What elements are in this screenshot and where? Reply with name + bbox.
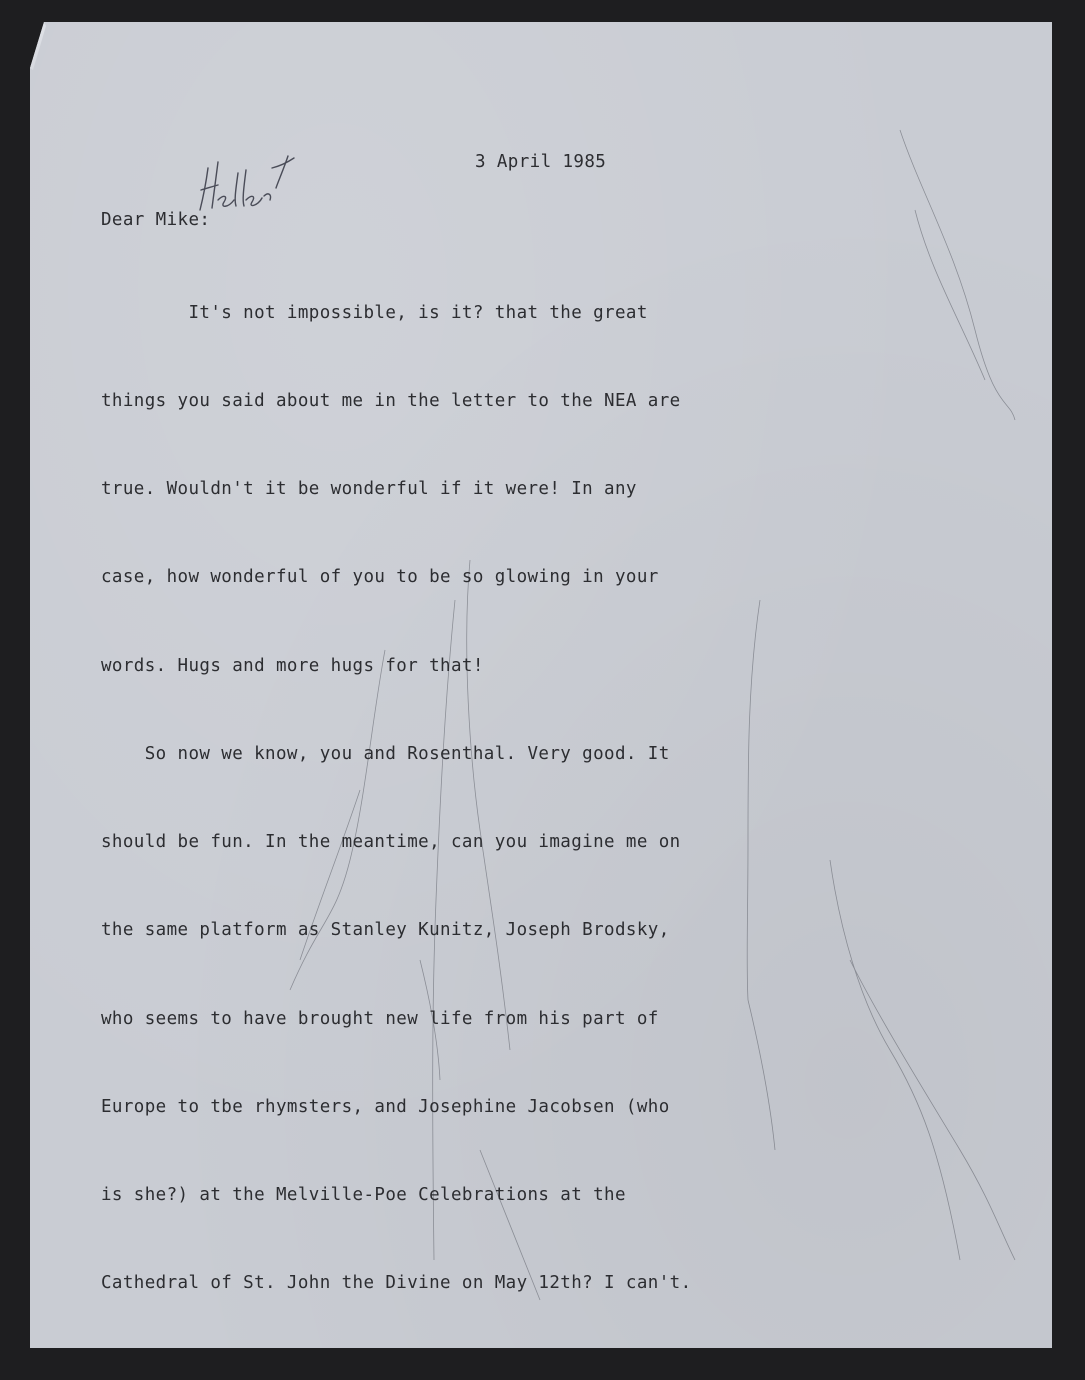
body-line: who seems to have brought new life from his part of xyxy=(101,1008,659,1029)
body-line: true. Wouldn't it be wonderful if it were! In any xyxy=(101,479,637,500)
body-line: It's not impossible, is it? that the great xyxy=(101,302,648,323)
body-line: Europe to tbe rhymsters, and Josephine Jacobsen (who xyxy=(101,1096,670,1117)
body-line: things you said about me in the letter to the NEA are xyxy=(101,391,681,412)
body-line: words. Hugs and more hugs for that! xyxy=(101,655,484,676)
handwritten-annotation xyxy=(188,148,298,218)
letter-salutation: Dear Mike: xyxy=(101,210,211,230)
body-line: case, how wonderful of you to be so glowing in your xyxy=(101,567,659,588)
body-line: the same platform as Stanley Kunitz, Joseph Brodsky, xyxy=(101,920,670,941)
letter-body xyxy=(101,240,692,1328)
body-line: So now we know, you and Rosenthal. Very good. It xyxy=(101,743,670,764)
body-line: is she?) at the Melville-Poe Celebrations at the xyxy=(101,1185,626,1205)
body-line: should be fun. In the meantime, can you imagine me on xyxy=(101,832,681,853)
body-line: Cathedral of St. John the Divine on May 12th? I can't. xyxy=(101,1273,692,1294)
letter-date: 3 April 1985 xyxy=(475,152,607,172)
